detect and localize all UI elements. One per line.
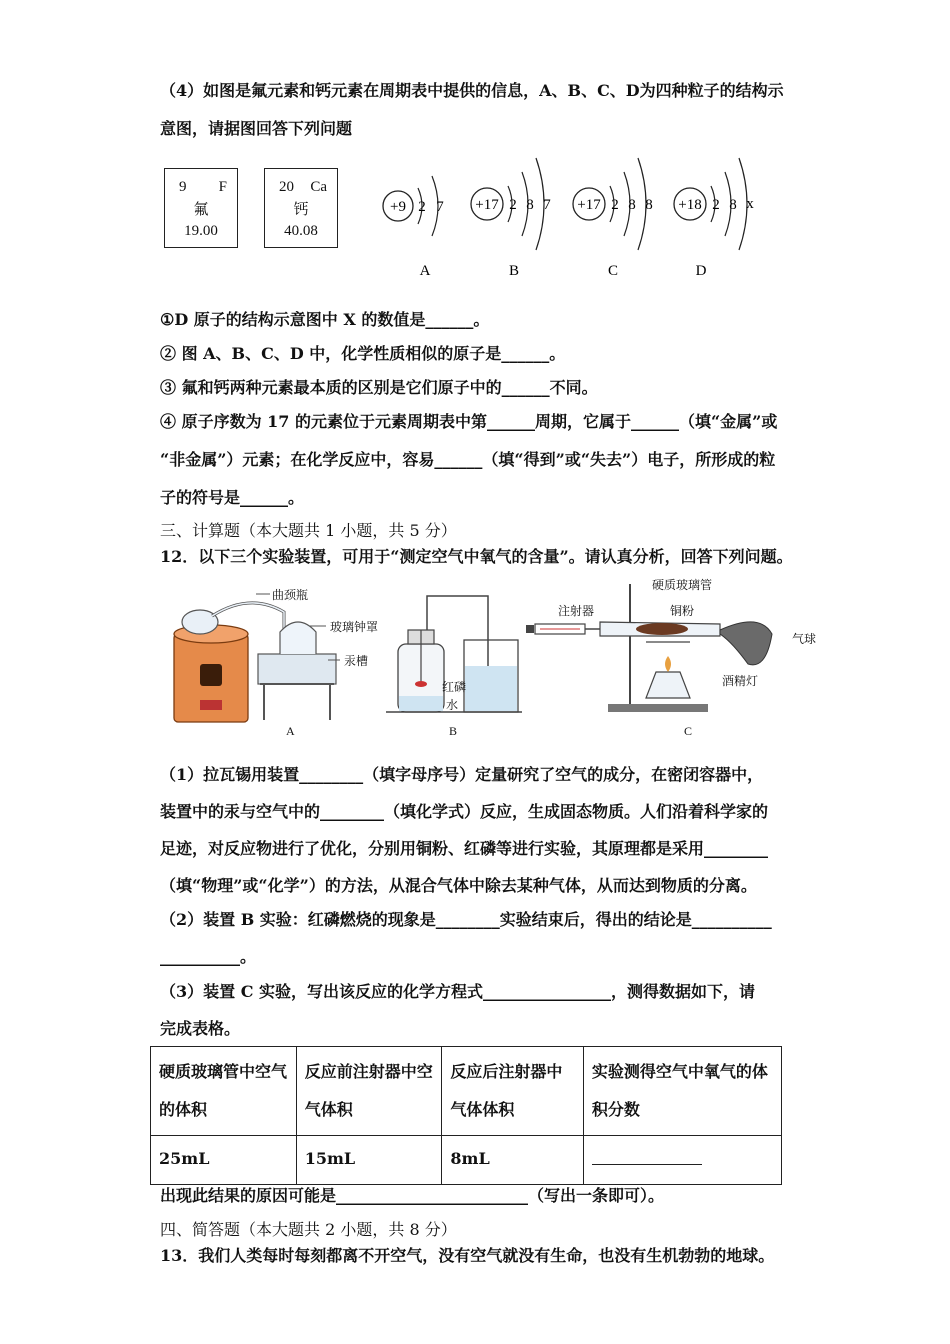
element-number: 9 [179, 179, 187, 195]
data-table [150, 1046, 782, 1185]
nucleus-charge: +18 [678, 197, 702, 213]
q4-sub4-line3: 子的符号是______。 [160, 488, 305, 507]
particle-d [674, 158, 754, 250]
particle-b [471, 158, 551, 250]
p2-line1: （2）装置 B 实验：红磷燃烧的现象是________实验结束后，得出的结论是__________ [160, 910, 772, 929]
nucleus-charge: +17 [475, 197, 499, 213]
element-number: 20 [279, 179, 294, 195]
p3-line2: 完成表格。 [160, 1019, 241, 1038]
p1-line4: （填“物理”或“化学”）的方法，从混合气体中除去某种气体，从而达到物质的分离。 [160, 876, 757, 895]
shell-electrons: 7 [436, 199, 444, 215]
shell-electrons: 2 [611, 197, 619, 213]
p2-line2: __________。 [160, 947, 257, 966]
p1-line1: （1）拉瓦锡用装置________（填字母序号）定量研究了空气的成分，在密闭容器中， [160, 765, 764, 784]
element-symbol: Ca [310, 179, 327, 195]
p3-line1: （3）装置 C 实验，写出该反应的化学方程式________________，测得数据如下，请 [160, 982, 756, 1001]
shell-electrons: x [746, 196, 754, 212]
figure-caption-c: C [684, 724, 693, 738]
particle-c [573, 158, 653, 250]
reason-line: 出现此结果的原因可能是________________________（写出一条即可）。 [160, 1186, 665, 1205]
label-water: 水 [446, 698, 459, 712]
table-header-cell: 反应后注射器中气体体积 [442, 1047, 584, 1136]
element-box-calcium [264, 168, 338, 248]
q4-sub2: ② 图 A、B、C、D 中，化学性质相似的原子是______。 [160, 344, 566, 363]
particle-label: B [508, 263, 520, 279]
element-name: 钙 [293, 202, 309, 218]
label-red-phosphorus: 红磷 [442, 680, 467, 694]
q4-sub1: ①D 原子的结构示意图中 X 的数值是______。 [160, 310, 490, 329]
shell-electrons: 8 [628, 197, 636, 213]
table-cell-blank [583, 1136, 781, 1185]
section4-heading: 四、简答题（本大题共 2 小题，共 8 分） [160, 1220, 457, 1239]
q4-sub3: ③ 氟和钙两种元素最本质的区别是它们原子中的______不同。 [160, 378, 598, 397]
q4-intro-line2: 意图，请据图回答下列问题 [160, 119, 353, 138]
p1-line2: 装置中的汞与空气中的________（填化学式）反应，生成固态物质。人们沿着科学家的 [160, 802, 769, 821]
table-header-cell: 实验测得空气中氧气的体积分数 [583, 1047, 781, 1136]
table-header-cell: 反应前注射器中空气体积 [296, 1047, 442, 1136]
table-cell: 25mL [151, 1136, 297, 1185]
shell-electrons: 8 [645, 197, 653, 213]
table-cell: 8mL [442, 1136, 584, 1185]
answer-blank [592, 1142, 702, 1165]
particle-a [383, 176, 444, 236]
particle-label: C [607, 263, 619, 279]
q12-stem: 12．以下三个实验装置，可用于“测定空气中氧气的含量”。请认真分析，回答下列问题。 [160, 547, 793, 566]
element-mass: 19.00 [184, 223, 218, 239]
particle-label: D [695, 263, 707, 279]
label-balloon: 气球 [792, 632, 817, 646]
shell-electrons: 2 [712, 197, 720, 213]
q4-sub4-line2: “非金属”）元素；在化学反应中，容易______（填“得到”或“失去”）电子，所形成的粒 [160, 450, 776, 469]
shell-electrons: 2 [418, 199, 426, 215]
shell-electrons: 2 [509, 197, 517, 213]
element-symbol: F [218, 179, 227, 195]
table-cell: 15mL [296, 1136, 442, 1185]
particle-label: A [419, 263, 431, 279]
particle-diagrams [370, 140, 790, 290]
shell-electrons: 8 [729, 197, 737, 213]
p1-line3: 足迹，对反应物进行了优化，分别用铜粉、红磷等进行实验，其原理都是采用________ [160, 839, 769, 858]
apparatus-a [174, 594, 340, 722]
label-syringe: 注射器 [558, 604, 595, 618]
element-box-fluorine [164, 168, 238, 248]
table-header-cell: 硬质玻璃管中空气的体积 [151, 1047, 297, 1136]
q4-sub4-line1: ④ 原子序数为 17 的元素位于元素周期表中第______周期，它属于______（填“金属”或 [160, 412, 778, 431]
figure-caption-a: A [286, 724, 295, 738]
table-header-row [151, 1047, 782, 1136]
q4-intro-line1: （4）如图是氟元素和钙元素在周期表中提供的信息，A、B、C、D为四种粒子的结构示 [160, 81, 784, 100]
label-alcohol-lamp: 酒精灯 [722, 674, 759, 688]
q13-stem: 13．我们人类每时每刻都离不开空气，没有空气就没有生命，也没有生机勃勃的地球。 [160, 1246, 775, 1265]
element-mass: 40.08 [284, 223, 318, 239]
shell-electrons: 8 [526, 197, 534, 213]
label-bell-jar: 玻璃钟罩 [330, 620, 379, 634]
label-mercury-trough: 汞槽 [344, 654, 369, 668]
apparatus-figure [160, 572, 825, 742]
label-glass-tube: 硬质玻璃管 [652, 578, 713, 592]
shell-electrons: 7 [543, 197, 551, 213]
nucleus-charge: +17 [577, 197, 601, 213]
section3-heading: 三、计算题（本大题共 1 小题，共 5 分） [160, 521, 457, 540]
element-name: 氟 [193, 202, 209, 218]
table-row [151, 1136, 782, 1185]
nucleus-charge: +9 [390, 199, 406, 215]
label-copper-powder: 铜粉 [670, 604, 695, 618]
label-retort: 曲颈瓶 [272, 588, 309, 602]
figure-caption-b: B [449, 724, 458, 738]
